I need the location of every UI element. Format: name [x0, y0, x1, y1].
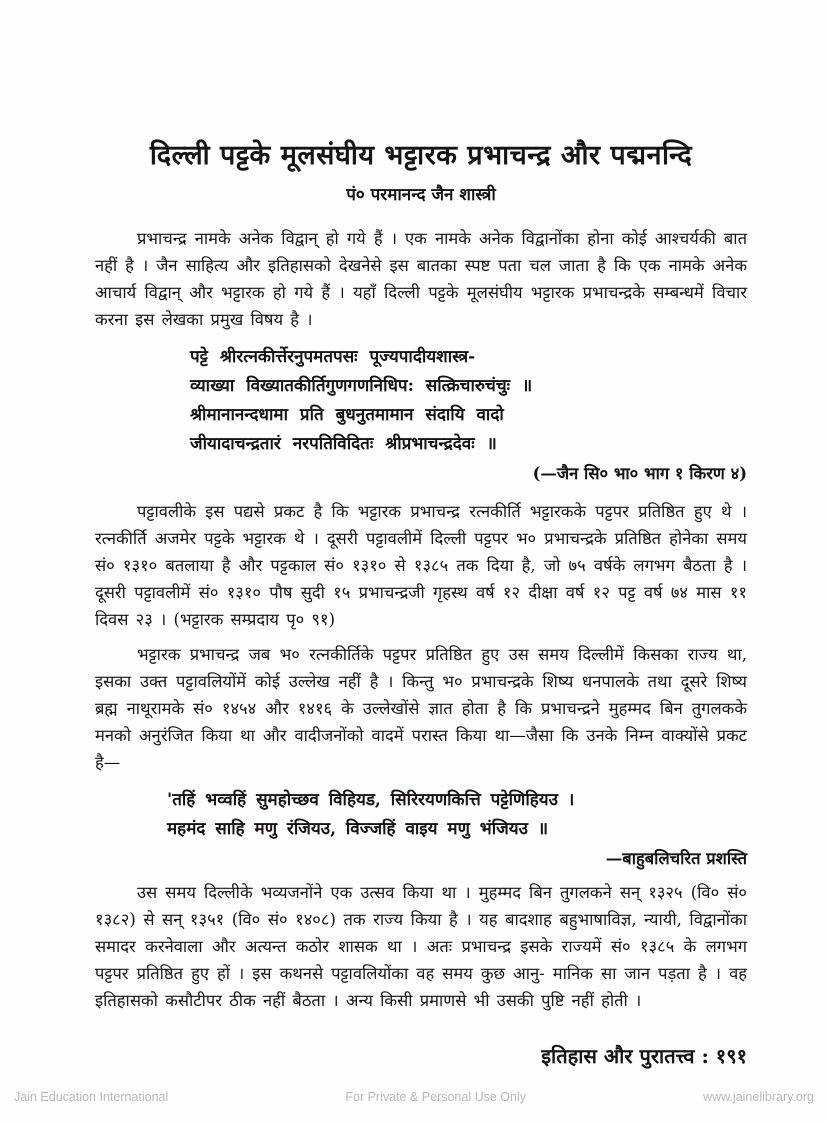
paragraph-4: उस समय दिल्लीके भव्यजनोंने एक उत्सव किया था । मुहम्मद बिन तुगलकने सन् १३२५ (वि० सं० १३८२) से सन् १३५१ (वि० सं० १४०८) तक राज्य किया है । यह बादशाह बहुभाषाविज्ञ, न्यायी, विद्वानोंका समादर करनेवाला और अत्यन्त कठोर शासक था । अतः प्रभाचन्द्र इसके राज्यमें सं० १३८५ के लगभग पट्टपर प्रतिष्ठित हुए हों । इस कथनसे पट्टावलियोंका वह समय कुछ आनु- मानिक सा जान पड़ता है । वह इतिहासको कसौटीपर ठीक नहीं बैठता । अन्य किसी प्रमाणसे भी उसकी पुष्टि नहीं होती । — [95, 883, 747, 1011]
verse-line: महमंद साहि मणु रंजियउ, विज्जहिं वाइय मणु भंजियउ ॥ — [167, 819, 549, 840]
verse-line: व्याख्या विख्यातकीर्तिगुणगणनिधिप: सत्क्रिचारुचंचुः ॥ — [190, 376, 533, 397]
paragraph-1: प्रभाचन्द्र नामके अनेक विद्वान् हो गये हैं । एक नामके अनेक विद्वानोंका होना कोई आश्चर्यकी बात नहीं है । जैन साहित्य और इतिहासको देखनेसे इस बातका स्पष्ट पता चल जाता है कि एक नामके अनेक आचार्य विद्वान् और भट्टारक हो गये हैं । यहाँ दिल्ली पट्टके मूलसंघीय भट्टारक प्रभाचन्द्रके सम्बन्धमें विचार करना इस लेखका प्रमुख विषय है । — [95, 229, 747, 330]
document-content — [95, 140, 747, 1069]
apabhramsha-verse-block — [167, 786, 747, 844]
footer-publisher: Jain Education International — [14, 1090, 169, 1104]
verse-source-citation: (—जैन सि० भा० भाग १ किरण ४) — [532, 464, 747, 484]
sanskrit-verse-block — [190, 343, 747, 459]
verse-source-citation: —बाहुबलिचरित प्रशस्ति — [605, 849, 747, 869]
footer-website: www.jainelibrary.org — [703, 1090, 814, 1104]
verse-line: श्रीमानानन्दधामा प्रति बुधनुतमामान संदायि वादो — [190, 405, 504, 426]
scan-footer-bar — [0, 1090, 828, 1104]
verse-line: पट्टे श्रीरत्नकीर्त्तेरनुपमतपसः पूज्यपादीयशास्त्र- — [190, 347, 476, 368]
article-title: दिल्ली पट्टके मूलसंघीय भट्टारक प्रभाचन्द्र और पद्मनन्दि — [149, 140, 693, 171]
verse-line: 'तहिं भव्वहिं सुमहोच्छव विहियड, सिरिरयणकित्ति पट्टेणिहियउ । — [167, 790, 575, 811]
verse-line: जीयादाचन्द्रतारं नरपतिविदितः श्रीप्रभाचन्द्रदेवः ॥ — [190, 434, 497, 455]
paragraph-3: भट्टारक प्रभाचन्द्र जब भ० रत्नकीर्तिके पट्टपर प्रतिष्ठित हुए उस समय दिल्लीमें किसका राज्य था, इसका उक्त पट्टावलियोंमें कोई उल्लेख नहीं है । किन्तु भ० प्रभाचन्द्रके शिष्य धनपालके तथा दूसरे शिष्य ब्रह्म नाथूरामके सं० १४५४ और १४१६ के उल्लेखोंसे ज्ञात होता है कि प्रभाचन्द्रने मुहम्मद बिन तुगलकके मनको अनुरंजित किया था और वादीजनोंको वादमें परास्त किया था—जैसा कि उनके निम्न वाक्योंसे प्रकट है— — [95, 645, 747, 773]
paragraph-2: पट्टावलीके इस पद्यसे प्रकट है कि भट्टारक प्रभाचन्द्र रत्नकीर्ति भट्टारकके पट्टपर प्रतिष्ठित हुए थे । रत्नकीर्ति अजमेर पट्टके भट्टारक थे । दूसरी पट्टावलीमें दिल्ली पट्टपर भ० प्रभाचन्द्रके प्रतिष्ठित होनेका समय सं० १३१० बतलाया है और पट्टकाल सं० १३१० से १३८५ तक दिया है, जो ७५ वर्षके लगभग बैठता है । दूसरी पट्टावलीमें सं० १३१० पौष सुदी १५ प्रभाचन्द्रजी गृहस्थ वर्ष १२ दीक्षा वर्ष १२ पट्ट वर्ष ७४ मास ११ दिवस २३ । (भट्टारक सम्प्रदाय पृ० ९१) — [95, 502, 747, 630]
article-author: पं० परमानन्द जैन शास्त्री — [346, 185, 496, 206]
footer-usage-notice: For Private & Personal Use Only — [345, 1090, 526, 1104]
journal-page-number: इतिहास और पुरातत्त्व : १९१ — [541, 1044, 747, 1069]
